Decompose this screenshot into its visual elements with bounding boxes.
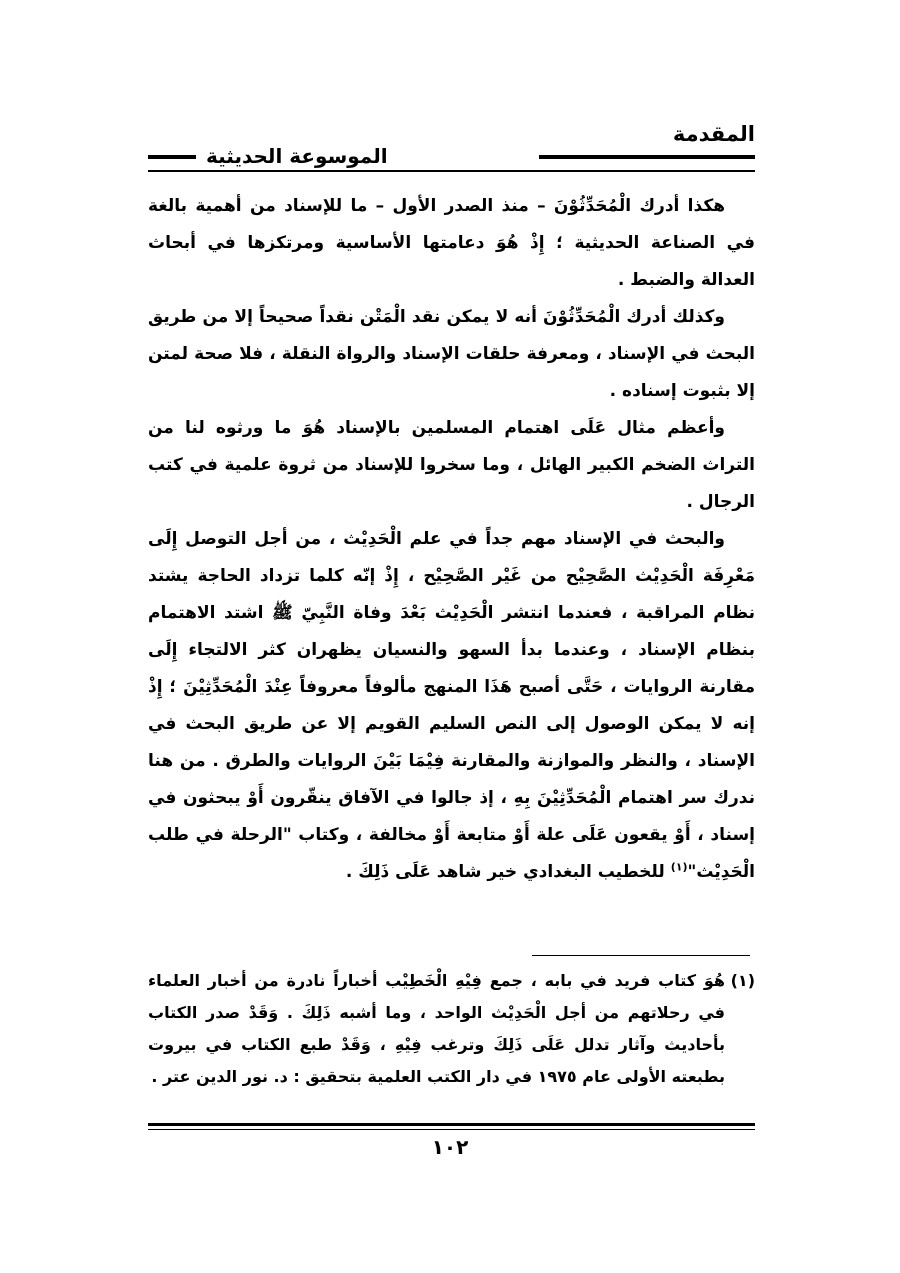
footnotes xyxy=(148,965,755,1093)
footnote-reference[interactable]: (١) xyxy=(670,860,688,874)
footer-rule xyxy=(148,1123,755,1126)
header-ornament-line xyxy=(148,155,196,159)
footnote-text: هُوَ كتاب فريد في بابه ، جمع فِيْهِ الْخَطِيْب أخباراً نادرة من أخبار العلماء في رحلاتهم من أجل الْحَدِيْث الواحد ، وما أشبه ذَلِكَ . وَقَدْ صدر الكتاب بأحاديث وآثار تدلل عَلَى ذَلِكَ وترغب فِيْهِ ، وَقَدْ طبع الكتاب في بيروت بطبعته الأولى عام ١٩٧٥ في دار الكتب العلمية بتحقيق : د. نور الدين عتر . xyxy=(148,971,725,1086)
paragraph: هكذا أدرك الْمُحَدِّثُوْنَ – منذ الصدر الأول – ما للإسناد من أهمية بالغة في الصناعة الحديثية ؛ إِذْ هُوَ دعامتها الأساسية ومرتكزها في أبحاث العدالة والضبط . xyxy=(148,196,755,290)
main-text xyxy=(148,188,755,891)
running-header xyxy=(148,118,755,178)
paragraph: وأعظم مثال عَلَى اهتمام المسلمين بالإسناد هُوَ ما ورثوه لنا من التراث الضخم الكبير الهائل ، وما سخروا للإسناد من ثروة علمية في كتب الرجال . xyxy=(148,418,755,512)
footnote-item xyxy=(148,965,755,1093)
paragraph-text: للخطيب البغدادي خير شاهد عَلَى ذَلِكَ . xyxy=(345,862,665,882)
page-number: ١٠٢ xyxy=(431,1135,469,1159)
paragraph: وكذلك أدرك الْمُحَدِّثُوْنَ أنه لا يمكن نقد الْمَتْن نقداً صحيحاً إلا من طريق البحث في الإسناد ، ومعرفة حلقات الإسناد والرواة النقلة ، فلا صحة لمتن إلا بثبوت إسناده . xyxy=(148,307,755,401)
header-rule xyxy=(148,170,755,172)
header-ornament-line xyxy=(539,155,755,159)
paragraph xyxy=(148,521,755,891)
chapter-title: المقدمة xyxy=(672,122,755,146)
footnote-separator xyxy=(532,955,750,956)
footnote-number: (١) xyxy=(730,971,755,990)
footer-rule xyxy=(148,1129,755,1130)
book-title: الموسوعة الحديثية xyxy=(206,144,388,168)
paragraph-text: والبحث في الإسناد مهم جداً في علم الْحَدِيْث ، من أجل التوصل إِلَى مَعْرِفَة الْحَدِيْث الصَّحِيْح من غَيْر الصَّحِيْح ، إِذْ إنّه كلما تزداد الحاجة يشتد نظام المراقبة ، فعندما انتشر الْحَدِيْث بَعْدَ وفاة النَّبِيّ ﷺ اشتد الاهتمام بنظام الإسناد ، وعندما بدأ السهو والنسيان يظهران كثر الالتجاء إِلَى مقارنة الروايات ، حَتَّى أصبح هَذَا المنهج مألوفاً معروفاً عِنْدَ الْمُحَدِّثِيْنَ ؛ إِذْ إنه لا يمكن الوصول إلى النص السليم القويم إلا عن طريق البحث في الإسناد ، والنظر والموازنة والمقارنة فِيْمَا بَيْنَ الروايات والطرق . من هنا ندرك سر اهتمام الْمُحَدِّثِيْنَ بِهِ ، إذ جالوا في الآفاق ينقّرون أَوْ يبحثون في إسناد ، أَوْ يقعون عَلَى علة أَوْ متابعة أَوْ مخالفة ، وكتاب "الرحلة في طلب الْحَدِيْث" xyxy=(148,529,755,882)
